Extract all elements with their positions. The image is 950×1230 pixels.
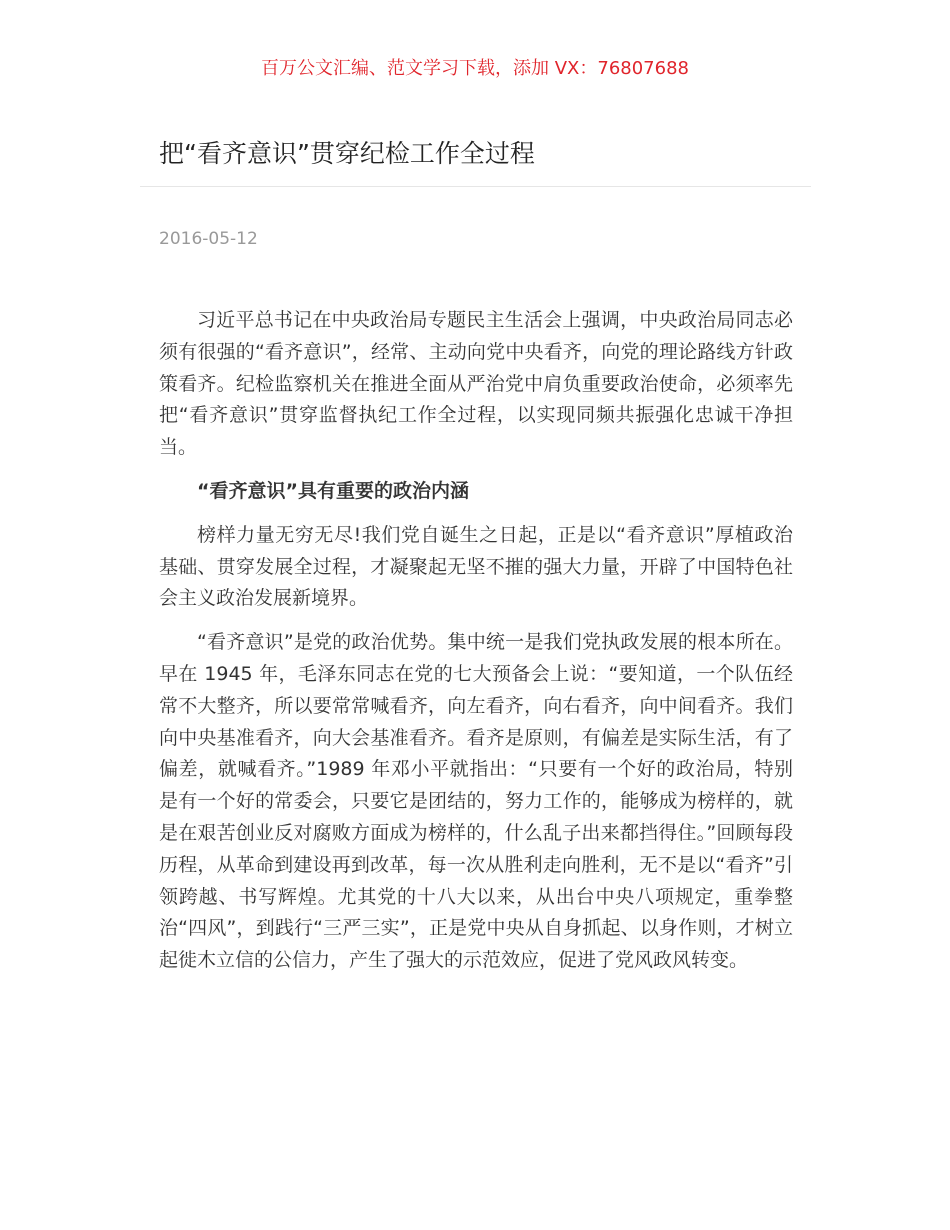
article-body	[159, 305, 793, 977]
article-title: 把“看齐意识”贯穿纪检工作全过程	[140, 134, 811, 187]
publish-date: 2016-05-12	[159, 229, 258, 249]
paragraph-intro: 习近平总书记在中央政治局专题民主生活会上强调，中央政治局同志必须有很强的“看齐意识”，经常、主动向党中央看齐，向党的理论路线方针政策看齐。纪检监察机关在推进全面从严治党中肩负重要政治使命，必须率先把“看齐意识”贯穿监督执纪工作全过程，以实现同频共振强化忠诚干净担当。	[159, 309, 793, 459]
article	[140, 134, 811, 989]
paragraph-political-advantage: “看齐意识”是党的政治优势。集中统一是我们党执政发展的根本所在。早在 1945 年，毛泽东同志在党的七大预备会上说：“要知道，一个队伍经常不大整齐，所以要常常喊看齐，向左看齐，向右看齐，向中间看齐。我们向中央基准看齐，向大会基准看齐。看齐是原则，有偏差是实际生活，有了偏差，就喊看齐。”1989 年邓小平就指出：“只要有一个好的政治局，特别是有一个好的常委会，只要它是团结的，努力工作的，能够成为榜样的，就是在艰苦创业反对腐败方面成为榜样的，什么乱子出来都挡得住。”回顾每段历程，从革命到建设再到改革，每一次从胜利走向胜利，无不是以“看齐”引领跨越、书写辉煌。尤其党的十八大以来，从出台中央八项规定，重拳整治“四风”，到践行“三严三实”，正是党中央从自身抓起、以身作则，才树立起徙木立信的公信力，产生了强大的示范效应，促进了党风政风转变。	[159, 631, 793, 972]
promo-banner: 百万公文汇编、范文学习下载，添加 VX：76807688	[261, 58, 689, 79]
section-heading: “看齐意识”具有重要的政治内涵	[197, 479, 469, 502]
paragraph-role-model: 榜样力量无穷无尽!我们党自诞生之日起，正是以“看齐意识”厚植政治基础、贯穿发展全过程，才凝聚起无坚不摧的强大力量，开辟了中国特色社会主义政治发展新境界。	[159, 523, 793, 610]
